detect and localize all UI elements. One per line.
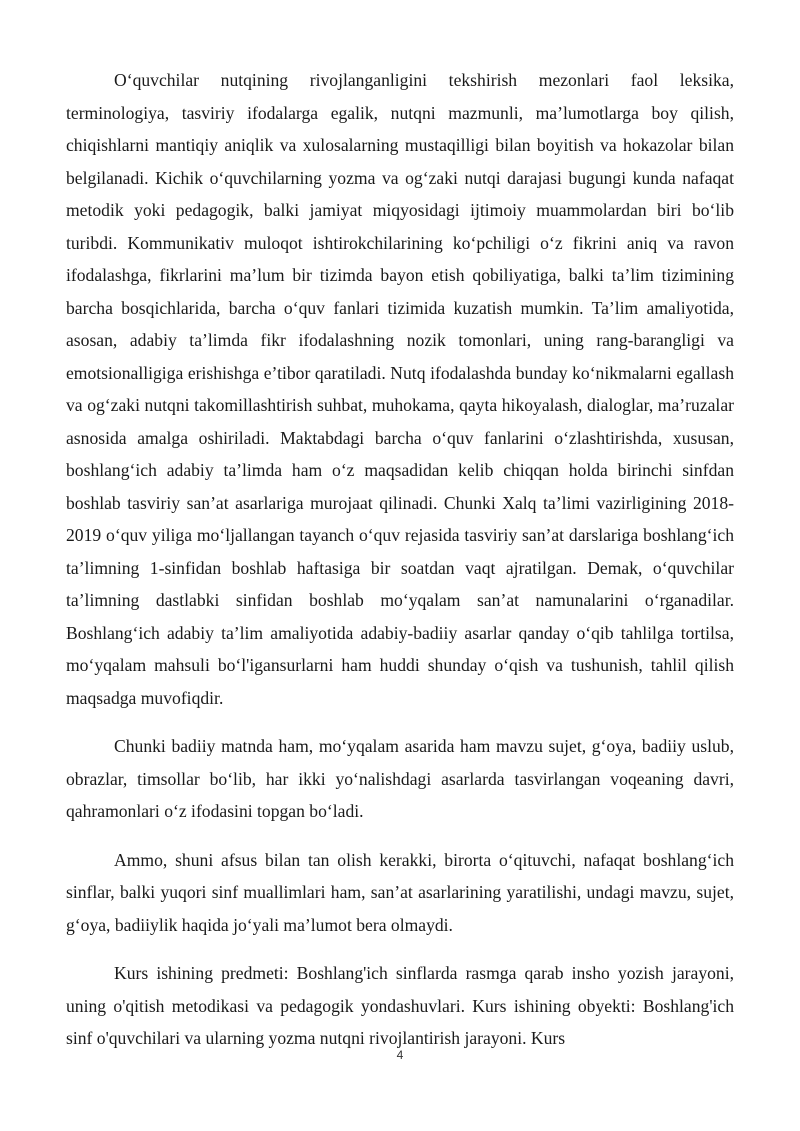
paragraph-3: Ammo, shuni afsus bilan tan olish kerakki, birorta o‘qituvchi, nafaqat boshlang‘ich sinflar, balki yuqori sinf muallimlari ham, san’at asarlarining yaratilishi, undagi mavzu, sujet, g‘oya, badiiylik haqida jo‘yali ma’lumot bera olmaydi.	[66, 849, 734, 935]
document-body	[66, 64, 734, 1071]
paragraph-4: Kurs ishining predmeti: Boshlang'ich sinflarda rasmga qarab insho yozish jarayoni, uning o'qitish metodikasi va pedagogik yondashuvlari. Kurs ishining obyekti: Boshlang'ich sinf o'quvchilari va ularning yozma nutqni rivojlantirish jarayoni. Kurs	[66, 963, 734, 1048]
paragraph-1: O‘quvchilar nutqining rivojlanganligini tekshirish mezonlari faol leksika, terminologiya, tasviriy ifodalarga egalik, nutqni mazmunli, ma’lumotlarga boy qilish, chiqishlarni mantiqiy aniqlik va xulosalarning mustaqilligi bilan boyitish va hokazolar bilan belgilanadi. Kichik o‘quvchilarning yozma va og‘zaki nutqi darajasi bugungi kunda nafaqat metodik yoki pedagogik, balki jamiyat miqyosidagi ijtimoiy muammolardan biri bo‘lib turibdi. Kommunikativ muloqot ishtirokchilarining ko‘pchiligi o‘z fikrini aniq va ravon ifodalashga, fikrlarini ma’lum bir tizimda bayon etish qobiliyatiga, balki ta’lim tizimining barcha bosqichlarida, barcha o‘quv fanlari tizimida kuzatish mumkin. Ta’lim amaliyotida, asosan, adabiy ta’limda fikr ifodalashning nozik tomonlari, uning rang-barangligi va emotsionalligiga erishishga e’tibor qaratiladi. Nutq ifodalashda bunday ko‘nikmalarni egallash va og‘zaki nutqni takomillashtirish suhbat, muhokama, qayta hikoyalash, dialoglar, ma’ruzalar asnosida amalga oshiriladi. Maktabdagi barcha o‘quv fanlarini o‘zlashtirishda, xususan, boshlang‘ich adabiy ta’limda ham o‘z maqsadidan kelib chiqqan holda birinchi sinfdan boshlab tasviriy san’at asarlariga murojaat qilinadi. Chunki Xalq ta’limi vazirligining 2018-2019 o‘quv yiliga mo‘ljallangan tayanch o‘quv rejasida tasviriy san’at darslariga boshlang‘ich ta’limning 1-sinfidan boshlab haftasiga bir soatdan vaqt ajratilgan. Demak, o‘quvchilar ta’limning dastlabki sinfidan boshlab mo‘yqalam san’at namunalarini o‘rganadilar. Boshlang‘ich adabiy ta’lim amaliyotida adabiy-badiiy asarlar qanday o‘qib tahlilga tortilsa, mo‘yqalam mahsuli bo‘l'igansurlarni ham huddi shunday o‘qish va tushunish, tahlil qilish maqsadga muvofiqdir.	[66, 70, 734, 708]
page-number: 4	[396, 1048, 404, 1062]
paragraph-2: Chunki badiiy matnda ham, mo‘yqalam asarida ham mavzu sujet, g‘oya, badiiy uslub, obrazlar, timsollar bo‘lib, har ikki yo‘nalishdagi asarlarda tasvirlangan voqeaning davri, qahramonlari o‘z ifodasini topgan bo‘ladi.	[66, 736, 734, 821]
